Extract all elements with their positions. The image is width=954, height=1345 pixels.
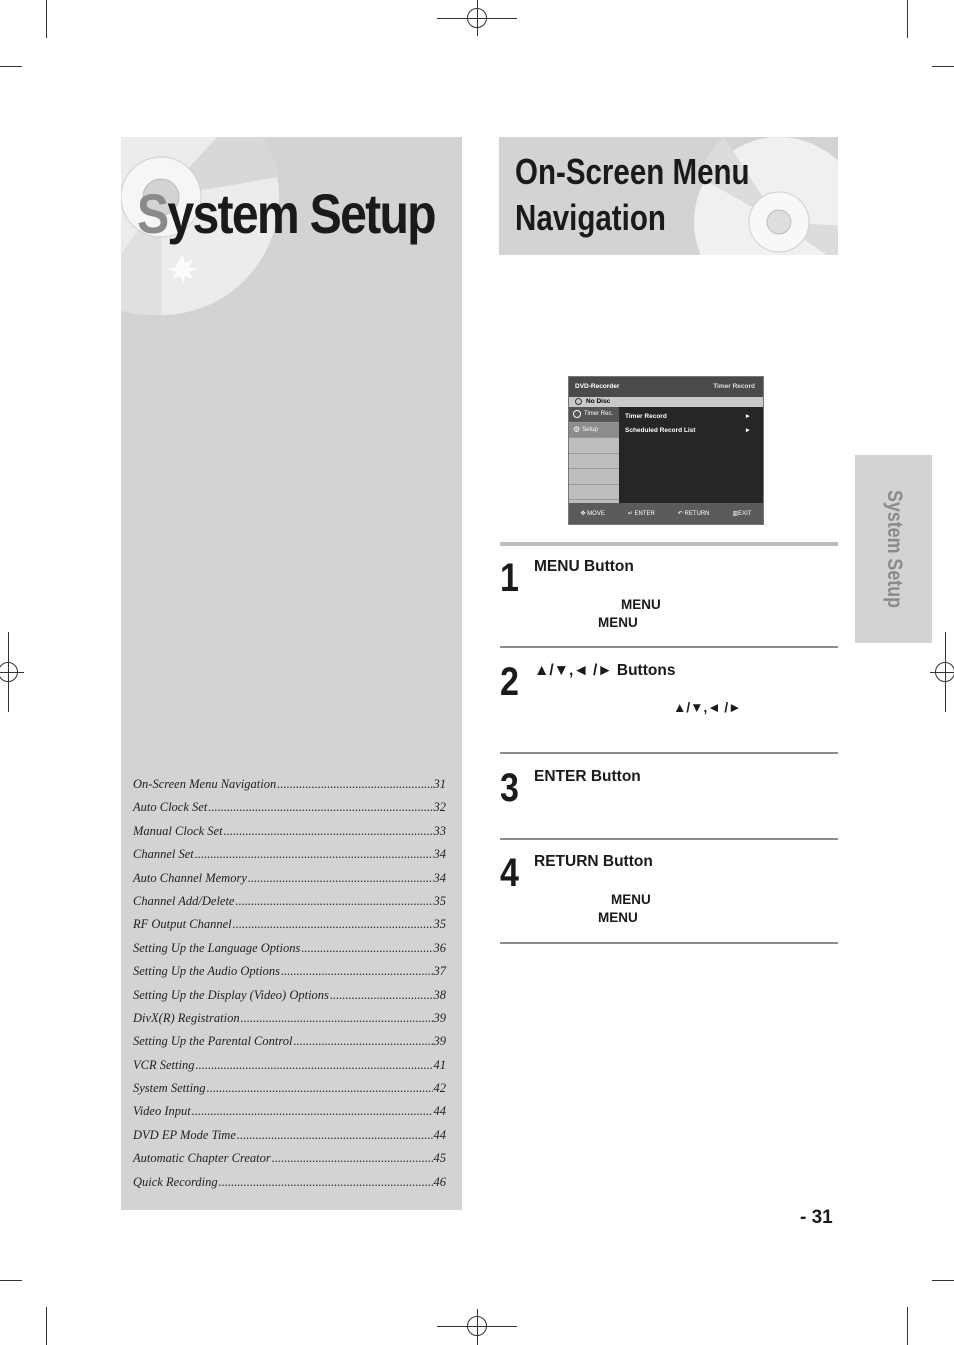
step-number: 1	[500, 556, 519, 600]
osd-side-item-empty	[569, 438, 619, 454]
osd-side-menu	[569, 407, 619, 503]
toc-entry	[133, 1081, 446, 1104]
toc-leader-dots	[195, 847, 433, 862]
toc-leader-dots	[301, 941, 432, 956]
crop-mark	[907, 0, 908, 38]
toc-leader-dots	[192, 1104, 433, 1119]
osd-footer-move: ✥ MOVE	[580, 511, 605, 517]
osd-footer-return: ↶ RETURN	[677, 511, 710, 517]
steps-top-bar	[500, 542, 838, 546]
toc-entry-label: Quick Recording	[133, 1174, 218, 1189]
toc-entry	[133, 1128, 446, 1151]
disc-icon	[575, 398, 582, 405]
toc-entry-page: 36	[433, 940, 446, 955]
osd-status-text: No Disc	[586, 398, 611, 405]
toc-entry-page: 33	[433, 823, 446, 838]
toc-entry-page: 37	[433, 964, 446, 979]
registration-mark	[0, 662, 18, 682]
page-title-banner	[499, 137, 838, 255]
step-title: MENU Button	[534, 558, 634, 575]
osd-footer	[569, 503, 763, 524]
crop-mark	[46, 1307, 47, 1345]
move-icon: ✥	[580, 511, 586, 517]
toc-leader-dots	[293, 1034, 432, 1049]
step-number: 3	[500, 766, 519, 810]
toc-entry-label: RF Output Channel	[133, 917, 232, 932]
toc-entry-label: Automatic Chapter Creator	[133, 1151, 271, 1166]
toc-entry-label: VCR Setting	[133, 1057, 195, 1072]
step-title: ENTER Button	[534, 768, 641, 785]
toc-entry-label: On-Screen Menu Navigation	[133, 777, 277, 791]
toc-entry	[133, 964, 446, 987]
toc-entry-label: Manual Clock Set	[133, 823, 223, 838]
toc-leader-dots	[272, 1151, 433, 1166]
step-number: 2	[500, 660, 519, 704]
contents-panel	[121, 137, 462, 1210]
step-divider	[500, 646, 838, 648]
osd-side-item-setup: ⚙ Setup	[569, 423, 619, 439]
step-note: MENU	[598, 910, 638, 925]
toc-entry	[133, 988, 446, 1011]
crop-mark	[0, 66, 22, 67]
toc-entry-page: 44	[433, 1127, 446, 1142]
toc-entry	[133, 917, 446, 940]
osd-menu-item: Timer Record ►	[625, 412, 751, 420]
toc-entry	[133, 1104, 446, 1127]
arrow-right-icon: ►	[744, 412, 751, 420]
osd-menu-item: Scheduled Record List ►	[625, 426, 751, 434]
toc-entry-page: 34	[433, 870, 446, 885]
toc-entry-label: Video Input	[133, 1104, 191, 1119]
toc-entry-label: DivX(R) Registration	[133, 1010, 240, 1025]
step-number: 4	[500, 851, 519, 895]
toc-entry	[133, 894, 446, 917]
toc-entry-page: 41	[433, 1057, 446, 1072]
step-note: ▲/▼,◄ /►	[673, 700, 742, 715]
arrow-right-icon: ►	[744, 426, 751, 434]
toc-leader-dots	[219, 1175, 433, 1190]
toc-leader-dots	[235, 894, 432, 909]
toc-entry-page: 38	[433, 987, 446, 1002]
toc-leader-dots	[248, 871, 433, 886]
page-number: - 31	[800, 1207, 833, 1228]
toc-entry-page: 42	[433, 1081, 446, 1096]
step-note: MENU	[598, 615, 638, 630]
toc-leader-dots	[281, 964, 433, 979]
osd-menu-title: Timer Record	[713, 383, 755, 390]
return-icon: ↶	[677, 511, 683, 517]
toc-leader-dots	[241, 1011, 433, 1026]
crop-mark	[907, 1307, 908, 1345]
step-title: ▲/▼,◄ /► Buttons	[534, 662, 676, 679]
registration-mark	[935, 662, 954, 682]
toc-entry-page: 32	[433, 800, 446, 815]
gear-icon: ⚙	[573, 425, 581, 435]
enter-icon: ↵	[627, 511, 633, 517]
table-of-contents	[133, 777, 446, 1198]
toc-entry-page: 35	[433, 917, 446, 932]
crop-mark	[932, 1280, 954, 1281]
toc-entry-page: 45	[433, 1151, 446, 1166]
osd-status-bar	[569, 397, 763, 407]
toc-entry	[133, 941, 446, 964]
toc-leader-dots	[208, 800, 432, 815]
toc-entry	[133, 871, 446, 894]
step-note: MENU	[611, 892, 651, 907]
toc-entry-page: 46	[433, 1174, 446, 1189]
toc-leader-dots	[330, 988, 433, 1003]
step-divider	[500, 942, 838, 944]
toc-entry-label: Auto Clock Set	[133, 800, 208, 815]
toc-entry	[133, 1151, 446, 1174]
osd-header	[569, 377, 763, 397]
toc-entry-label: Setting Up the Display (Video) Options	[133, 987, 329, 1002]
toc-entry-label: Setting Up the Audio Options	[133, 964, 280, 979]
step-title: RETURN Button	[534, 853, 653, 870]
chapter-tab-label: System Setup	[882, 489, 906, 609]
registration-mark	[467, 1316, 487, 1336]
on-screen-menu-screenshot	[568, 376, 764, 525]
toc-leader-dots	[277, 777, 432, 792]
toc-leader-dots	[207, 1081, 433, 1096]
toc-leader-dots	[237, 1128, 433, 1143]
toc-entry-label: Setting Up the Language Options	[133, 940, 301, 955]
toc-entry-label: Channel Add/Delete	[133, 893, 235, 908]
toc-entry-label: System Setting	[133, 1081, 206, 1096]
osd-footer-exit: ▥EXIT	[732, 511, 752, 517]
osd-main-menu	[619, 407, 763, 503]
crop-mark	[46, 0, 47, 38]
step-divider	[500, 838, 838, 840]
toc-entry	[133, 1034, 446, 1057]
osd-side-item-timer-rec: Timer Rec.	[569, 407, 619, 423]
section-title: System Setup	[137, 182, 435, 245]
toc-entry	[133, 1175, 446, 1198]
step-note: MENU	[621, 597, 661, 612]
toc-leader-dots	[195, 1058, 432, 1073]
page-title: On-Screen Menu Navigation	[515, 151, 750, 238]
osd-device-label: DVD-Recorder	[575, 383, 620, 390]
toc-leader-dots	[233, 917, 433, 932]
toc-entry	[133, 824, 446, 847]
crop-mark	[0, 1280, 22, 1281]
toc-leader-dots	[224, 824, 433, 839]
osd-side-item-empty	[569, 469, 619, 485]
toc-entry	[133, 777, 446, 800]
toc-entry-page: 35	[433, 893, 446, 908]
menu-icon: ▥	[732, 511, 739, 517]
osd-footer-enter: ↵ ENTER	[627, 511, 655, 517]
toc-entry-page: 34	[433, 847, 446, 862]
toc-entry	[133, 1058, 446, 1081]
registration-mark	[467, 8, 487, 28]
toc-entry-page: 39	[433, 1010, 446, 1025]
toc-entry-label: Setting Up the Parental Control	[133, 1034, 293, 1049]
toc-entry-label: Channel Set	[133, 847, 194, 862]
toc-entry-label: Auto Channel Memory	[133, 870, 247, 885]
toc-entry-page: 39	[433, 1034, 446, 1049]
toc-entry	[133, 800, 446, 823]
toc-entry-page: 44	[433, 1104, 446, 1119]
chapter-tab	[855, 455, 932, 643]
step-divider	[500, 752, 838, 754]
osd-side-item-empty	[569, 485, 619, 501]
crop-mark	[932, 66, 954, 67]
toc-entry	[133, 1011, 446, 1034]
toc-entry-page: 31	[433, 777, 446, 791]
toc-entry	[133, 847, 446, 870]
clock-icon	[573, 410, 581, 418]
toc-entry-label: DVD EP Mode Time	[133, 1127, 236, 1142]
osd-side-item-empty	[569, 454, 619, 470]
